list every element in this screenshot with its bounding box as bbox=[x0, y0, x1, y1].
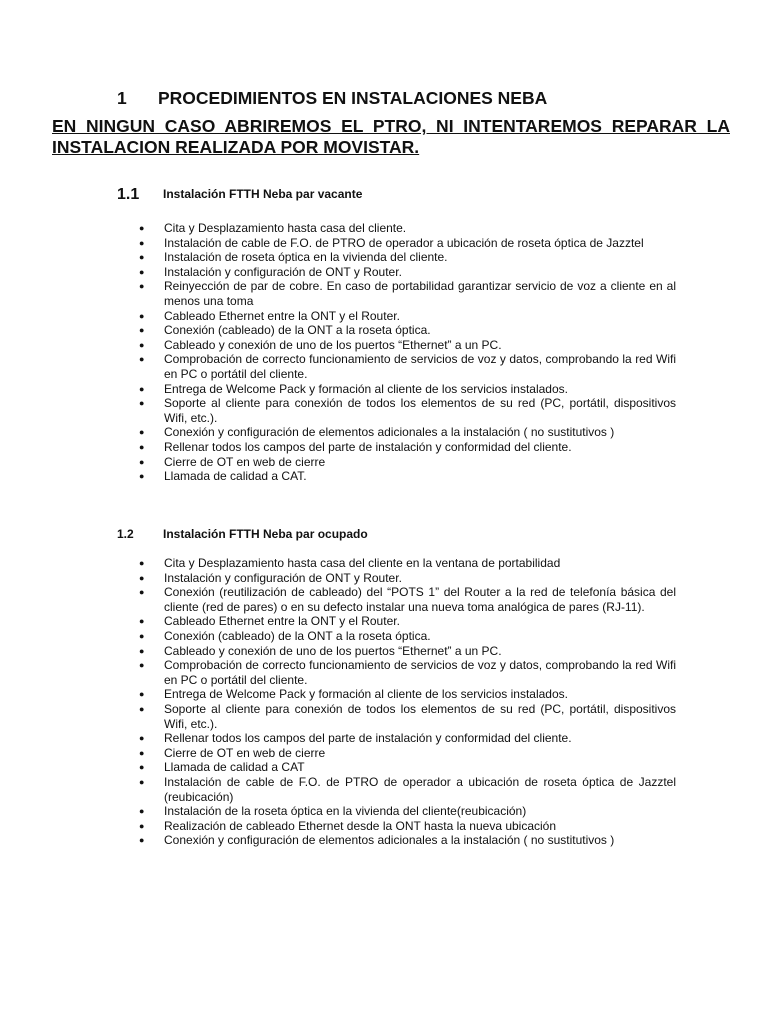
bullet-icon: ● bbox=[139, 776, 145, 787]
list-item: ● Cableado Ethernet entre la ONT y el Router. bbox=[139, 308, 400, 323]
list-item: ● Comprobación de correcto funcionamiento de servicios de voz y datos, comprobando la red Wifi en PC o portátil del cliente. bbox=[139, 658, 676, 687]
list-item: ● Realización de cableado Ethernet desde la ONT hasta la nueva ubicación bbox=[139, 818, 557, 833]
section-1-1-heading bbox=[117, 186, 362, 204]
section-1-1-number: 1.1 bbox=[117, 186, 140, 203]
bullet-icon: ● bbox=[139, 223, 145, 233]
list-item: ● Cita y Desplazamiento hasta casa del cliente. bbox=[139, 221, 407, 235]
heading-1-title: PROCEDIMIENTOS EN INSTALACIONES NEBA bbox=[158, 88, 548, 108]
list-item: ● Conexión (cableado) de la ONT a la roseta óptica. bbox=[139, 628, 431, 643]
list-item: ● Cierre de OT en web de cierre bbox=[139, 454, 326, 469]
section-1-1-title: Instalación FTTH Neba par vacante bbox=[163, 187, 363, 201]
bullet-icon: ● bbox=[139, 339, 145, 350]
list-item: ● Cierre de OT en web de cierre bbox=[139, 745, 326, 760]
section-1-2-heading bbox=[117, 527, 368, 541]
list-item: ● Reinyección de par de cobre. En caso de portabilidad garantizar servicio de voz a cliente en al menos una toma bbox=[139, 279, 676, 308]
list-item: ● Soporte al cliente para conexión de todos los elementos de su red (PC, portátil, dispositivos Wifi, etc.). bbox=[139, 396, 676, 425]
bullet-icon: ● bbox=[139, 456, 145, 467]
list-item: ● Instalación y configuración de ONT y Router. bbox=[139, 570, 402, 585]
bullet-icon: ● bbox=[139, 820, 145, 831]
list-item: ● Soporte al cliente para conexión de todos los elementos de su red (PC, portátil, dispositivos Wifi, etc.). bbox=[139, 701, 676, 731]
list-item: ● Entrega de Welcome Pack y formación al cliente de los servicios instalados. bbox=[139, 381, 568, 396]
list-item: ● Instalación de cable de F.O. de PTRO de operador a ubicación de roseta óptica de Jazztel (reubicación) bbox=[139, 774, 676, 804]
bullet-icon: ● bbox=[139, 835, 145, 846]
bullet-icon: ● bbox=[139, 441, 145, 452]
section-1-1-list bbox=[0, 221, 676, 484]
bullet-icon: ● bbox=[139, 806, 145, 817]
heading-1 bbox=[117, 88, 547, 109]
bullet-icon: ● bbox=[139, 762, 145, 773]
bullet-icon: ● bbox=[139, 703, 145, 714]
list-item: ● Instalación y configuración de ONT y Router. bbox=[139, 264, 402, 279]
bullet-icon: ● bbox=[139, 747, 145, 758]
list-item: ● Rellenar todos los campos del parte de instalación y conformidad del cliente. bbox=[139, 439, 572, 454]
list-item: ● Conexión (cableado) de la ONT a la roseta óptica. bbox=[139, 323, 431, 338]
bullet-icon: ● bbox=[139, 252, 145, 263]
list-item: ● Instalación de la roseta óptica en la vivienda del cliente(reubicación) bbox=[139, 804, 527, 819]
heading-1-number: 1 bbox=[117, 88, 127, 108]
section-1-2-number: 1.2 bbox=[117, 527, 134, 541]
warning-notice: EN NINGUN CASO ABRIREMOS EL PTRO, NI INTENTAREMOS REPARAR LA INSTALACION REALIZADA POR MOVISTAR. bbox=[52, 116, 730, 157]
bullet-icon: ● bbox=[139, 645, 145, 656]
bullet-icon: ● bbox=[139, 689, 145, 700]
bullet-icon: ● bbox=[139, 630, 145, 641]
list-item: ● Rellenar todos los campos del parte de instalación y conformidad del cliente. bbox=[139, 731, 572, 746]
bullet-icon: ● bbox=[139, 266, 145, 277]
list-item: ● Conexión y configuración de elementos adicionales a la instalación ( no sustitutivos ) bbox=[139, 425, 615, 440]
bullet-icon: ● bbox=[139, 325, 145, 336]
list-item: ● Cableado Ethernet entre la ONT y el Router. bbox=[139, 614, 400, 629]
bullet-icon: ● bbox=[139, 237, 145, 248]
bullet-icon: ● bbox=[139, 572, 145, 583]
list-item: ● Llamada de calidad a CAT. bbox=[139, 469, 307, 484]
list-item: ● Cita y Desplazamiento hasta casa del cliente en la ventana de portabilidad bbox=[139, 556, 561, 570]
bullet-icon: ● bbox=[139, 733, 145, 744]
list-item: ● Cableado y conexión de uno de los puertos “Ethernet” a un PC. bbox=[139, 643, 502, 658]
bullet-icon: ● bbox=[139, 558, 145, 568]
list-item: ● Instalación de cable de F.O. de PTRO de operador a ubicación de roseta óptica de Jazztel bbox=[139, 235, 644, 250]
bullet-icon: ● bbox=[139, 398, 145, 409]
bullet-icon: ● bbox=[139, 471, 145, 482]
list-item: ● Cableado y conexión de uno de los puertos “Ethernet” a un PC. bbox=[139, 337, 502, 352]
bullet-icon: ● bbox=[139, 383, 145, 394]
bullet-icon: ● bbox=[139, 587, 145, 598]
bullet-icon: ● bbox=[139, 616, 145, 627]
list-item: ● Conexión (reutilización de cableado) del “POTS 1” del Router a la red de telefonía básica del cliente (red de pares) o en su defecto instalar una nueva toma analógica de pares (RJ-11). bbox=[139, 585, 676, 614]
bullet-icon: ● bbox=[139, 281, 145, 292]
list-item: ● Instalación de roseta óptica en la vivienda del cliente. bbox=[139, 250, 448, 265]
section-1-2-title: Instalación FTTH Neba par ocupado bbox=[163, 527, 368, 541]
list-item: ● Comprobación de correcto funcionamiento de servicios de voz y datos, comprobando la red Wifi en PC o portátil del cliente. bbox=[139, 352, 676, 381]
list-item: ● Conexión y configuración de elementos adicionales a la instalación ( no sustitutivos ) bbox=[139, 833, 615, 848]
list-item: ● Llamada de calidad a CAT bbox=[139, 760, 305, 775]
list-item: ● Entrega de Welcome Pack y formación al cliente de los servicios instalados. bbox=[139, 687, 568, 702]
bullet-icon: ● bbox=[139, 660, 145, 671]
section-1-2-list bbox=[0, 556, 676, 848]
bullet-icon: ● bbox=[139, 354, 145, 365]
bullet-icon: ● bbox=[139, 310, 145, 321]
bullet-icon: ● bbox=[139, 427, 145, 438]
